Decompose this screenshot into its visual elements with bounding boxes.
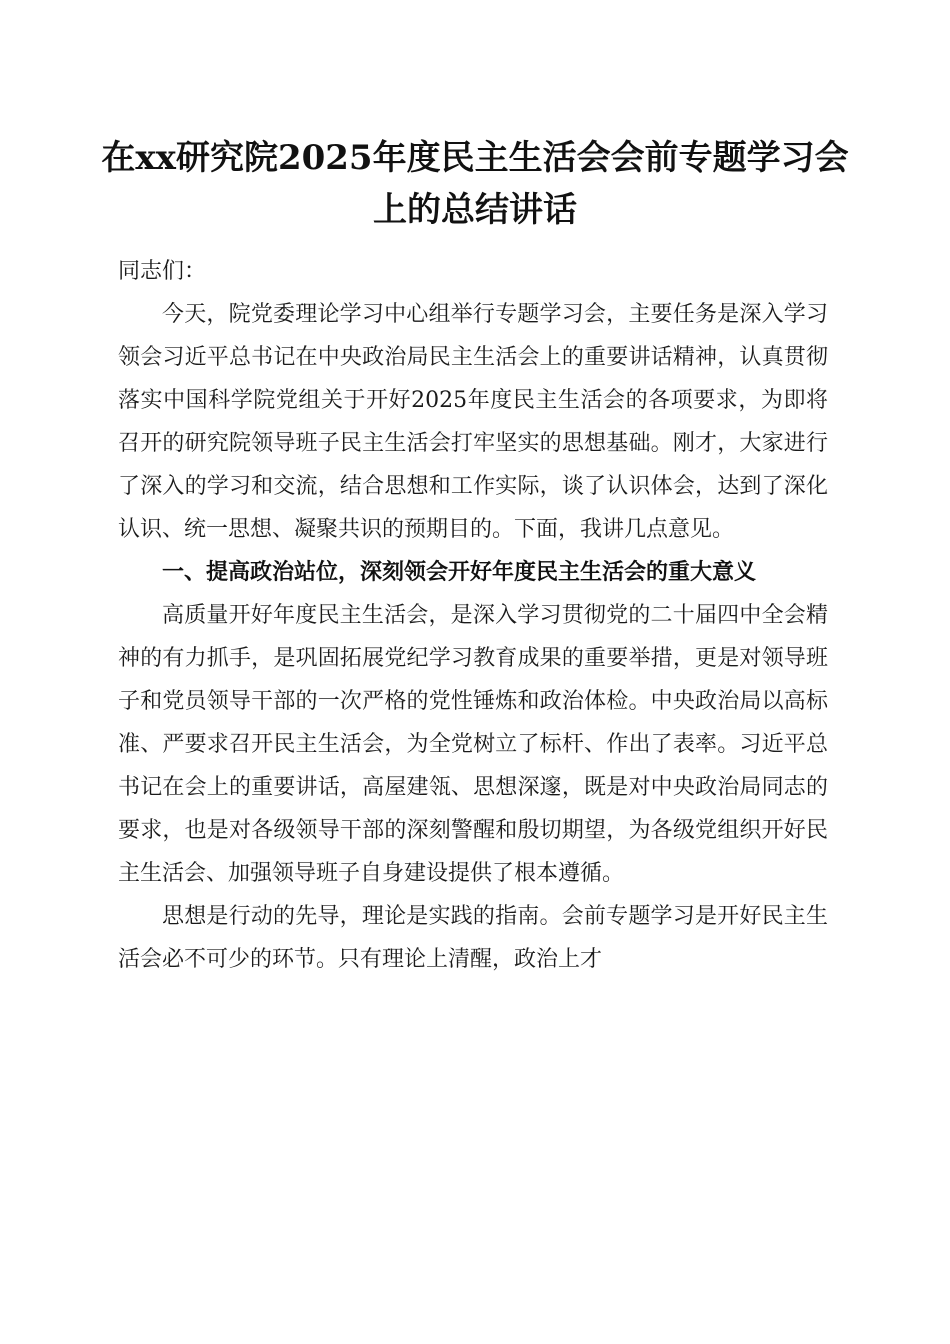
document-title: 在xx研究院2025年度民主生活会会前专题学习会上的总结讲话 <box>101 138 849 230</box>
section-paragraph-2: 思想是行动的先导，理论是实践的指南。会前专题学习是开好民主生活会必不可少的环节。只有理论上清醒，政治上才 <box>118 904 828 972</box>
intro-paragraph: 今天，院党委理论学习中心组举行专题学习会，主要任务是深入学习领会习近平总书记在中央政治局民主生活会上的重要讲话精神，认真贯彻落实中国科学院党组关于开好2025年度民主生活会的各项要求，为即将召开的研究院领导班子民主生活会打牢坚实的思想基础。刚才，大家进行了深入的学习和交流，结合思想和工作实际，谈了认识体会，达到了深化认识、统一思想、凝聚共识的预期目的。下面，我讲几点意见。 <box>118 302 828 542</box>
section-paragraph-1: 高质量开好年度民主生活会，是深入学习贯彻党的二十届四中全会精神的有力抓手，是巩固拓展党纪学习教育成果的重要举措，更是对领导班子和党员领导干部的一次严格的党性锤炼和政治体检。中央政治局以高标准、严要求召开民主生活会，为全党树立了标杆、作出了表率。习近平总书记在会上的重要讲话，高屋建瓴、思想深邃，既是对中央政治局同志的要求，也是对各级领导干部的深刻警醒和殷切期望，为各级党组织开好民主生活会、加强领导班子自身建设提供了根本遵循。 <box>118 603 828 886</box>
salutation: 同志们： <box>118 259 207 284</box>
document-body <box>118 250 828 981</box>
section-heading: 一、提高政治站位，深刻领会开好年度民主生活会的重大意义 <box>162 560 757 585</box>
